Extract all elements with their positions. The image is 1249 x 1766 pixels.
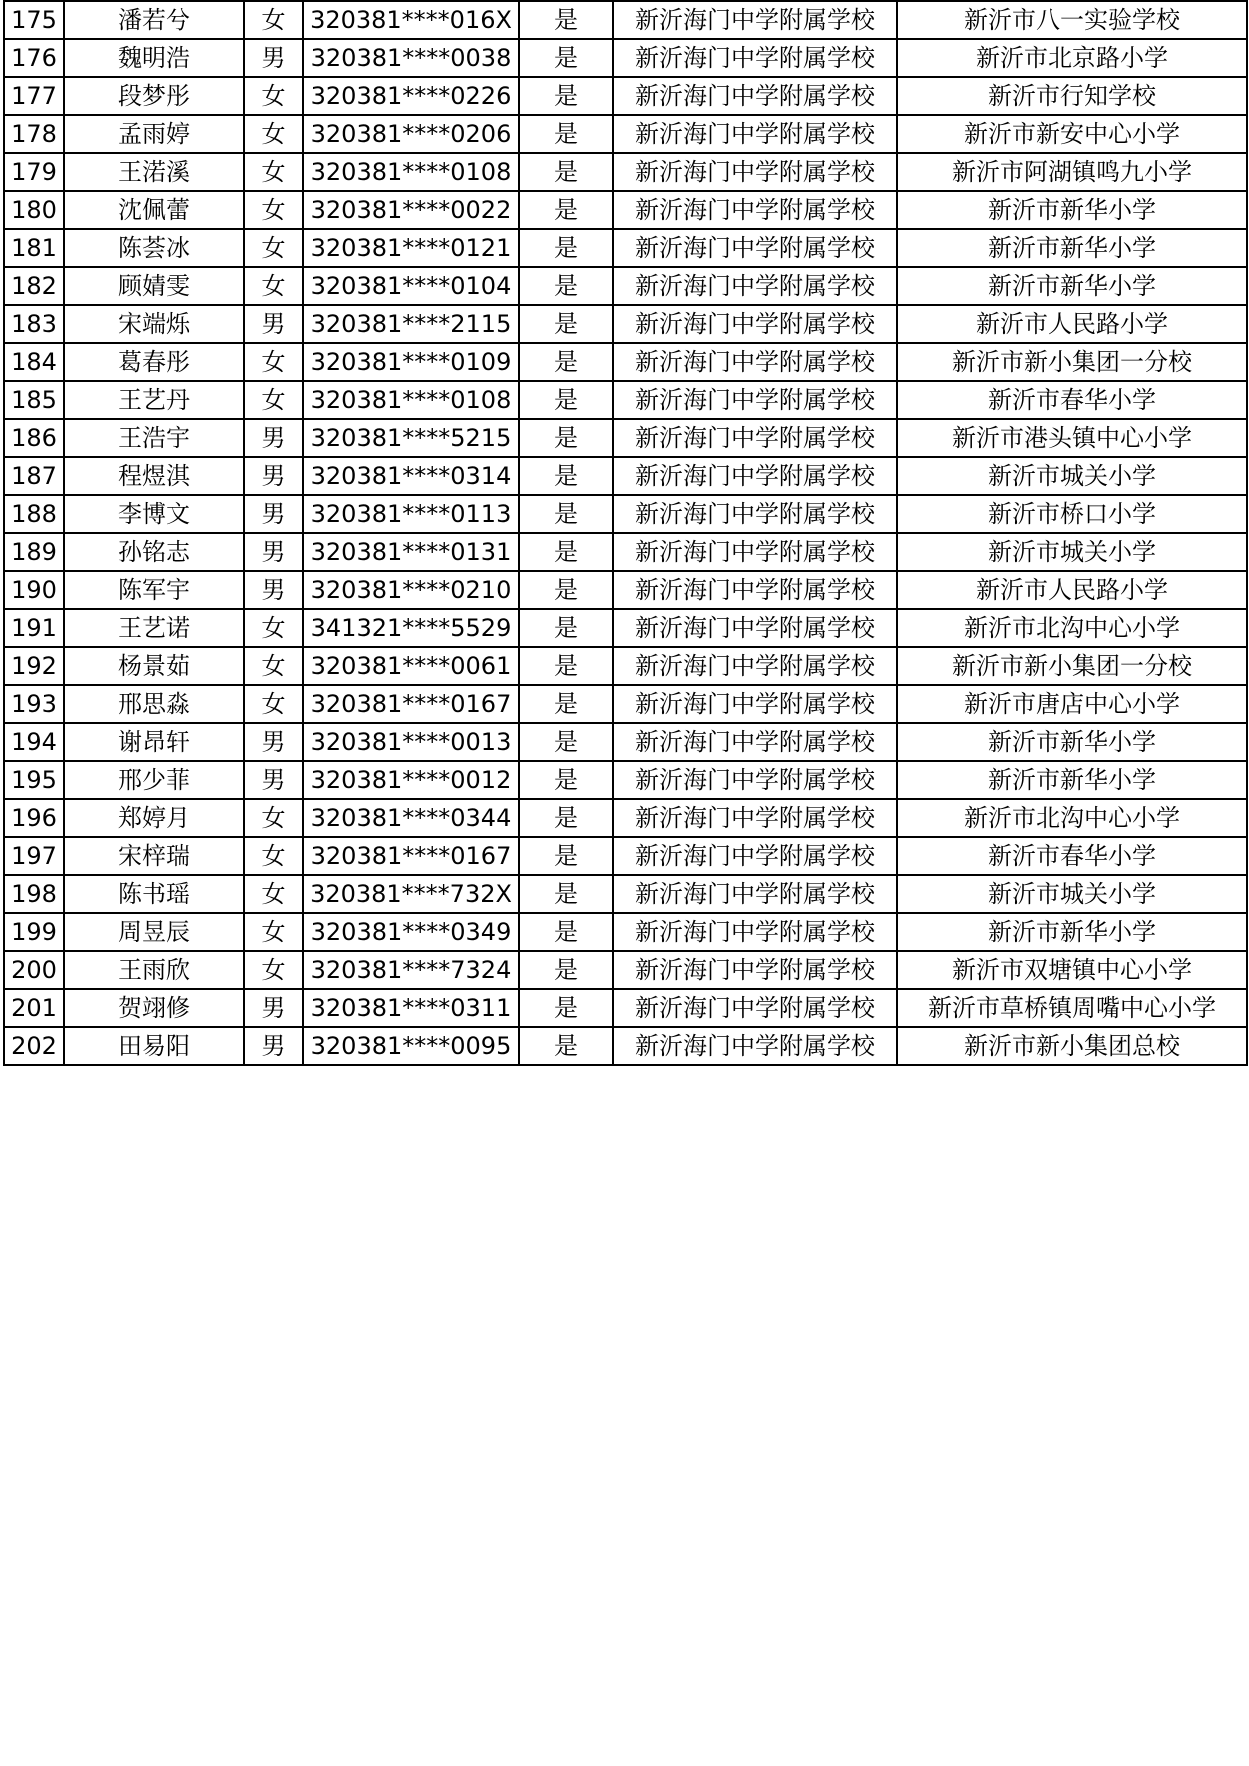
student-name-cell: 魏明浩 — [64, 39, 244, 77]
row-number-cell: 194 — [4, 723, 64, 761]
row-number-cell: 182 — [4, 267, 64, 305]
student-name-cell: 宋梓瑞 — [64, 837, 244, 875]
id-number-cell: 320381****0013 — [303, 723, 519, 761]
table-row — [4, 799, 1247, 837]
graduating-school-cell: 新沂市城关小学 — [897, 533, 1247, 571]
admitted-school-cell: 新沂海门中学附属学校 — [613, 1, 897, 39]
id-number-cell: 320381****0210 — [303, 571, 519, 609]
id-number-cell: 320381****0349 — [303, 913, 519, 951]
graduating-school-cell: 新沂市人民路小学 — [897, 571, 1247, 609]
admitted-school-cell: 新沂海门中学附属学校 — [613, 533, 897, 571]
table-row — [4, 533, 1247, 571]
table-row — [4, 571, 1247, 609]
table-row — [4, 267, 1247, 305]
status-cell: 是 — [519, 305, 613, 343]
table-row — [4, 913, 1247, 951]
graduating-school-cell: 新沂市阿湖镇鸣九小学 — [897, 153, 1247, 191]
gender-cell: 男 — [244, 495, 303, 533]
gender-cell: 女 — [244, 685, 303, 723]
student-name-cell: 王艺丹 — [64, 381, 244, 419]
table-row — [4, 761, 1247, 799]
table-row — [4, 191, 1247, 229]
admitted-school-cell: 新沂海门中学附属学校 — [613, 571, 897, 609]
admitted-school-cell: 新沂海门中学附属学校 — [613, 419, 897, 457]
row-number-cell: 180 — [4, 191, 64, 229]
row-number-cell: 183 — [4, 305, 64, 343]
table-row — [4, 685, 1247, 723]
student-name-cell: 邢少菲 — [64, 761, 244, 799]
row-number-cell: 186 — [4, 419, 64, 457]
table-row — [4, 115, 1247, 153]
status-cell: 是 — [519, 115, 613, 153]
student-name-cell: 贺翊修 — [64, 989, 244, 1027]
row-number-cell: 187 — [4, 457, 64, 495]
table-row — [4, 951, 1247, 989]
row-number-cell: 189 — [4, 533, 64, 571]
id-number-cell: 320381****732X — [303, 875, 519, 913]
row-number-cell: 193 — [4, 685, 64, 723]
row-number-cell: 188 — [4, 495, 64, 533]
row-number-cell: 198 — [4, 875, 64, 913]
document-page — [3, 0, 1248, 1066]
row-number-cell: 185 — [4, 381, 64, 419]
row-number-cell: 192 — [4, 647, 64, 685]
table-row — [4, 989, 1247, 1027]
id-number-cell: 320381****5215 — [303, 419, 519, 457]
student-name-cell: 程煜淇 — [64, 457, 244, 495]
status-cell: 是 — [519, 381, 613, 419]
status-cell: 是 — [519, 723, 613, 761]
row-number-cell: 197 — [4, 837, 64, 875]
id-number-cell: 320381****0109 — [303, 343, 519, 381]
student-name-cell: 葛春彤 — [64, 343, 244, 381]
graduating-school-cell: 新沂市新华小学 — [897, 191, 1247, 229]
status-cell: 是 — [519, 39, 613, 77]
gender-cell: 女 — [244, 153, 303, 191]
id-number-cell: 320381****7324 — [303, 951, 519, 989]
admitted-school-cell: 新沂海门中学附属学校 — [613, 381, 897, 419]
id-number-cell: 320381****0104 — [303, 267, 519, 305]
id-number-cell: 320381****0022 — [303, 191, 519, 229]
status-cell: 是 — [519, 1, 613, 39]
row-number-cell: 176 — [4, 39, 64, 77]
graduating-school-cell: 新沂市八一实验学校 — [897, 1, 1247, 39]
admitted-school-cell: 新沂海门中学附属学校 — [613, 457, 897, 495]
gender-cell: 女 — [244, 1, 303, 39]
row-number-cell: 178 — [4, 115, 64, 153]
gender-cell: 女 — [244, 343, 303, 381]
gender-cell: 女 — [244, 875, 303, 913]
admitted-school-cell: 新沂海门中学附属学校 — [613, 267, 897, 305]
roster-body — [4, 1, 1247, 1065]
graduating-school-cell: 新沂市北京路小学 — [897, 39, 1247, 77]
id-number-cell: 320381****0095 — [303, 1027, 519, 1065]
status-cell: 是 — [519, 533, 613, 571]
admitted-school-cell: 新沂海门中学附属学校 — [613, 305, 897, 343]
gender-cell: 女 — [244, 647, 303, 685]
student-name-cell: 陈荟冰 — [64, 229, 244, 267]
id-number-cell: 320381****0113 — [303, 495, 519, 533]
id-number-cell: 320381****0167 — [303, 837, 519, 875]
admitted-school-cell: 新沂海门中学附属学校 — [613, 343, 897, 381]
table-row — [4, 153, 1247, 191]
graduating-school-cell: 新沂市新小集团一分校 — [897, 343, 1247, 381]
admitted-school-cell: 新沂海门中学附属学校 — [613, 799, 897, 837]
student-name-cell: 段梦彤 — [64, 77, 244, 115]
row-number-cell: 195 — [4, 761, 64, 799]
graduating-school-cell: 新沂市桥口小学 — [897, 495, 1247, 533]
row-number-cell: 177 — [4, 77, 64, 115]
graduating-school-cell: 新沂市新小集团总校 — [897, 1027, 1247, 1065]
admitted-school-cell: 新沂海门中学附属学校 — [613, 1027, 897, 1065]
student-name-cell: 顾婧雯 — [64, 267, 244, 305]
id-number-cell: 320381****0314 — [303, 457, 519, 495]
gender-cell: 女 — [244, 609, 303, 647]
gender-cell: 女 — [244, 913, 303, 951]
status-cell: 是 — [519, 419, 613, 457]
student-name-cell: 潘若兮 — [64, 1, 244, 39]
status-cell: 是 — [519, 77, 613, 115]
table-row — [4, 1, 1247, 39]
table-row — [4, 1027, 1247, 1065]
gender-cell: 男 — [244, 761, 303, 799]
graduating-school-cell: 新沂市新安中心小学 — [897, 115, 1247, 153]
student-name-cell: 孙铭志 — [64, 533, 244, 571]
table-row — [4, 457, 1247, 495]
admitted-school-cell: 新沂海门中学附属学校 — [613, 989, 897, 1027]
admitted-school-cell: 新沂海门中学附属学校 — [613, 229, 897, 267]
gender-cell: 女 — [244, 951, 303, 989]
id-number-cell: 320381****0206 — [303, 115, 519, 153]
student-name-cell: 王渃溪 — [64, 153, 244, 191]
graduating-school-cell: 新沂市北沟中心小学 — [897, 799, 1247, 837]
admitted-school-cell: 新沂海门中学附属学校 — [613, 609, 897, 647]
gender-cell: 女 — [244, 229, 303, 267]
status-cell: 是 — [519, 799, 613, 837]
status-cell: 是 — [519, 153, 613, 191]
gender-cell: 男 — [244, 571, 303, 609]
gender-cell: 女 — [244, 191, 303, 229]
graduating-school-cell: 新沂市城关小学 — [897, 457, 1247, 495]
status-cell: 是 — [519, 951, 613, 989]
table-row — [4, 77, 1247, 115]
status-cell: 是 — [519, 875, 613, 913]
graduating-school-cell: 新沂市新华小学 — [897, 913, 1247, 951]
id-number-cell: 320381****0121 — [303, 229, 519, 267]
id-number-cell: 320381****2115 — [303, 305, 519, 343]
student-name-cell: 孟雨婷 — [64, 115, 244, 153]
student-name-cell: 郑婷月 — [64, 799, 244, 837]
student-name-cell: 沈佩蕾 — [64, 191, 244, 229]
student-name-cell: 李博文 — [64, 495, 244, 533]
table-row — [4, 647, 1247, 685]
graduating-school-cell: 新沂市春华小学 — [897, 381, 1247, 419]
student-name-cell: 宋端烁 — [64, 305, 244, 343]
student-name-cell: 杨景茹 — [64, 647, 244, 685]
table-row — [4, 39, 1247, 77]
id-number-cell: 320381****0167 — [303, 685, 519, 723]
graduating-school-cell: 新沂市草桥镇周嘴中心小学 — [897, 989, 1247, 1027]
admitted-school-cell: 新沂海门中学附属学校 — [613, 191, 897, 229]
status-cell: 是 — [519, 495, 613, 533]
admitted-school-cell: 新沂海门中学附属学校 — [613, 647, 897, 685]
status-cell: 是 — [519, 191, 613, 229]
status-cell: 是 — [519, 989, 613, 1027]
table-row — [4, 229, 1247, 267]
table-row — [4, 381, 1247, 419]
id-number-cell: 320381****0131 — [303, 533, 519, 571]
table-row — [4, 837, 1247, 875]
row-number-cell: 199 — [4, 913, 64, 951]
table-row — [4, 723, 1247, 761]
graduating-school-cell: 新沂市新华小学 — [897, 723, 1247, 761]
table-row — [4, 875, 1247, 913]
graduating-school-cell: 新沂市双塘镇中心小学 — [897, 951, 1247, 989]
gender-cell: 男 — [244, 723, 303, 761]
row-number-cell: 196 — [4, 799, 64, 837]
status-cell: 是 — [519, 457, 613, 495]
gender-cell: 女 — [244, 115, 303, 153]
gender-cell: 男 — [244, 1027, 303, 1065]
row-number-cell: 184 — [4, 343, 64, 381]
gender-cell: 男 — [244, 533, 303, 571]
table-row — [4, 495, 1247, 533]
row-number-cell: 201 — [4, 989, 64, 1027]
gender-cell: 男 — [244, 39, 303, 77]
row-number-cell: 179 — [4, 153, 64, 191]
admitted-school-cell: 新沂海门中学附属学校 — [613, 495, 897, 533]
student-name-cell: 邢思淼 — [64, 685, 244, 723]
status-cell: 是 — [519, 571, 613, 609]
gender-cell: 男 — [244, 305, 303, 343]
table-row — [4, 419, 1247, 457]
gender-cell: 女 — [244, 77, 303, 115]
status-cell: 是 — [519, 685, 613, 723]
admitted-school-cell: 新沂海门中学附属学校 — [613, 115, 897, 153]
graduating-school-cell: 新沂市城关小学 — [897, 875, 1247, 913]
id-number-cell: 320381****016X — [303, 1, 519, 39]
graduating-school-cell: 新沂市春华小学 — [897, 837, 1247, 875]
status-cell: 是 — [519, 1027, 613, 1065]
gender-cell: 男 — [244, 457, 303, 495]
admitted-school-cell: 新沂海门中学附属学校 — [613, 77, 897, 115]
id-number-cell: 320381****0061 — [303, 647, 519, 685]
id-number-cell: 341321****5529 — [303, 609, 519, 647]
status-cell: 是 — [519, 913, 613, 951]
status-cell: 是 — [519, 229, 613, 267]
graduating-school-cell: 新沂市北沟中心小学 — [897, 609, 1247, 647]
id-number-cell: 320381****0311 — [303, 989, 519, 1027]
student-name-cell: 王雨欣 — [64, 951, 244, 989]
status-cell: 是 — [519, 837, 613, 875]
student-roster-table — [3, 0, 1248, 1066]
gender-cell: 女 — [244, 267, 303, 305]
graduating-school-cell: 新沂市新华小学 — [897, 229, 1247, 267]
id-number-cell: 320381****0226 — [303, 77, 519, 115]
row-number-cell: 200 — [4, 951, 64, 989]
student-name-cell: 王艺诺 — [64, 609, 244, 647]
table-row — [4, 305, 1247, 343]
student-name-cell: 陈书瑶 — [64, 875, 244, 913]
student-name-cell: 周昱辰 — [64, 913, 244, 951]
status-cell: 是 — [519, 267, 613, 305]
row-number-cell: 181 — [4, 229, 64, 267]
graduating-school-cell: 新沂市行知学校 — [897, 77, 1247, 115]
row-number-cell: 202 — [4, 1027, 64, 1065]
id-number-cell: 320381****0038 — [303, 39, 519, 77]
admitted-school-cell: 新沂海门中学附属学校 — [613, 761, 897, 799]
graduating-school-cell: 新沂市新小集团一分校 — [897, 647, 1247, 685]
id-number-cell: 320381****0012 — [303, 761, 519, 799]
admitted-school-cell: 新沂海门中学附属学校 — [613, 153, 897, 191]
admitted-school-cell: 新沂海门中学附属学校 — [613, 39, 897, 77]
row-number-cell: 175 — [4, 1, 64, 39]
table-row — [4, 343, 1247, 381]
student-name-cell: 王浩宇 — [64, 419, 244, 457]
gender-cell: 男 — [244, 419, 303, 457]
graduating-school-cell: 新沂市新华小学 — [897, 267, 1247, 305]
gender-cell: 女 — [244, 837, 303, 875]
gender-cell: 男 — [244, 989, 303, 1027]
graduating-school-cell: 新沂市人民路小学 — [897, 305, 1247, 343]
admitted-school-cell: 新沂海门中学附属学校 — [613, 685, 897, 723]
row-number-cell: 191 — [4, 609, 64, 647]
id-number-cell: 320381****0108 — [303, 153, 519, 191]
id-number-cell: 320381****0108 — [303, 381, 519, 419]
admitted-school-cell: 新沂海门中学附属学校 — [613, 723, 897, 761]
row-number-cell: 190 — [4, 571, 64, 609]
graduating-school-cell: 新沂市唐店中心小学 — [897, 685, 1247, 723]
student-name-cell: 陈军宇 — [64, 571, 244, 609]
student-name-cell: 田易阳 — [64, 1027, 244, 1065]
admitted-school-cell: 新沂海门中学附属学校 — [613, 951, 897, 989]
student-name-cell: 谢昂轩 — [64, 723, 244, 761]
table-row — [4, 609, 1247, 647]
admitted-school-cell: 新沂海门中学附属学校 — [613, 913, 897, 951]
status-cell: 是 — [519, 761, 613, 799]
id-number-cell: 320381****0344 — [303, 799, 519, 837]
admitted-school-cell: 新沂海门中学附属学校 — [613, 837, 897, 875]
gender-cell: 女 — [244, 799, 303, 837]
status-cell: 是 — [519, 647, 613, 685]
gender-cell: 女 — [244, 381, 303, 419]
status-cell: 是 — [519, 609, 613, 647]
graduating-school-cell: 新沂市港头镇中心小学 — [897, 419, 1247, 457]
graduating-school-cell: 新沂市新华小学 — [897, 761, 1247, 799]
status-cell: 是 — [519, 343, 613, 381]
admitted-school-cell: 新沂海门中学附属学校 — [613, 875, 897, 913]
